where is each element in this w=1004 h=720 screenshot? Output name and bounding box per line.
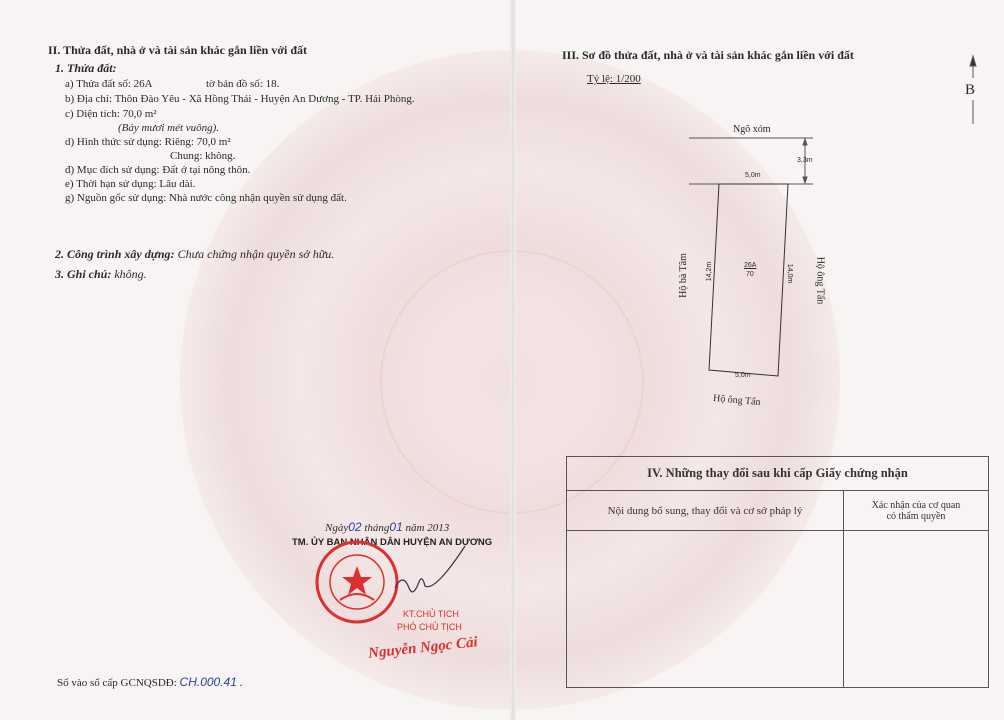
gap-label: 3,3m <box>797 157 813 164</box>
bottom-neighbor: Hộ ông Tấn <box>712 392 761 409</box>
right-neighbor: Hộ ông Tấn <box>814 256 826 305</box>
authority: TM. ỦY BAN NHÂN DÂN HUYỆN AN DƯƠNG <box>292 537 493 548</box>
changes-content-cell <box>567 531 844 688</box>
parcel-number: a) Thửa đất số: 26A <box>65 78 153 90</box>
changes-table <box>566 456 989 688</box>
date-year: năm 2013 <box>405 522 450 534</box>
north-arrow-head <box>970 56 976 66</box>
bottom-edge-label: 5,0m <box>735 372 751 379</box>
date-month: 01 <box>389 520 403 534</box>
construction-value: Chưa chứng nhận quyền sở hữu. <box>177 247 335 261</box>
usage-common: Chung: không. <box>170 150 236 162</box>
confirm-line1: Xác nhận của cơ quan <box>871 499 961 511</box>
register-end: . <box>239 677 243 689</box>
note-value: không. <box>114 267 147 281</box>
parcel-id: 26A <box>744 262 757 269</box>
parcel-outline <box>709 184 788 376</box>
date-month-label: tháng <box>364 522 390 534</box>
changes-title: IV. Những thay đổi sau khi cấp Giấy chứng nhận <box>567 457 989 491</box>
changes-col-content: Nội dung bổ sung, thay đổi và cơ sở pháp lý <box>567 491 844 531</box>
usage-form: d) Hình thức sử dụng: Riêng: 70,0 m² <box>65 136 231 148</box>
date-day: 02 <box>348 520 362 534</box>
register-label: Số vào sổ cấp GCNQSDĐ: <box>57 677 177 689</box>
date-prefix: Ngày <box>325 522 349 534</box>
signer-name: Nguyễn Ngọc Cải <box>367 634 479 662</box>
north-label: B <box>965 82 976 98</box>
area: c) Diện tích: 70,0 m² <box>65 108 157 120</box>
right-edge-label: 14,0m <box>786 263 794 284</box>
section3-title: III. Sơ đồ thửa đất, nhà ở và tài sản khác gắn liền với đất <box>562 48 854 62</box>
usage-term: e) Thời hạn sử dụng: Lâu dài. <box>65 178 196 190</box>
area-words: (Bảy mươi mét vuông). <box>118 122 220 134</box>
usage-purpose: đ) Mục đích sử dụng: Đất ở tại nông thôn. <box>65 164 251 176</box>
map-sheet: tờ bản đồ số: 18. <box>206 78 280 90</box>
left-edge-label: 14,2m <box>706 261 714 282</box>
scale: Tỷ lệ: 1/200 <box>587 73 641 85</box>
register-value: CH.000.41 <box>179 675 237 689</box>
road-label: Ngõ xóm <box>733 124 771 135</box>
parcel-area: 70 <box>746 271 754 278</box>
subsection1-title: 1. Thửa đất: <box>55 61 117 75</box>
address: b) Địa chỉ: Thôn Đào Yêu - Xã Hồng Thái - Huyện An Dương - TP. Hải Phòng. <box>65 93 415 105</box>
note-label: 3. Ghi chú: <box>55 267 112 281</box>
left-neighbor: Hộ bà Tâm <box>677 253 689 298</box>
usage-origin: g) Nguồn gốc sử dụng: Nhà nước công nhận quyền sử dụng đất. <box>65 192 347 204</box>
confirm-line2: có thẩm quyền <box>886 510 946 522</box>
changes-col-confirm <box>844 491 989 531</box>
section2-title: II. Thửa đất, nhà ở và tài sản khác gắn liền với đất <box>48 43 308 57</box>
construction-label: 2. Công trình xây dựng: <box>55 247 175 261</box>
signer-title-1: KT.CHỦ TỊCH <box>403 609 459 619</box>
top-edge-label: 5,0m <box>745 172 761 179</box>
signer-title-2: PHÓ CHỦ TỊCH <box>397 622 462 632</box>
changes-confirm-cell <box>844 531 989 688</box>
